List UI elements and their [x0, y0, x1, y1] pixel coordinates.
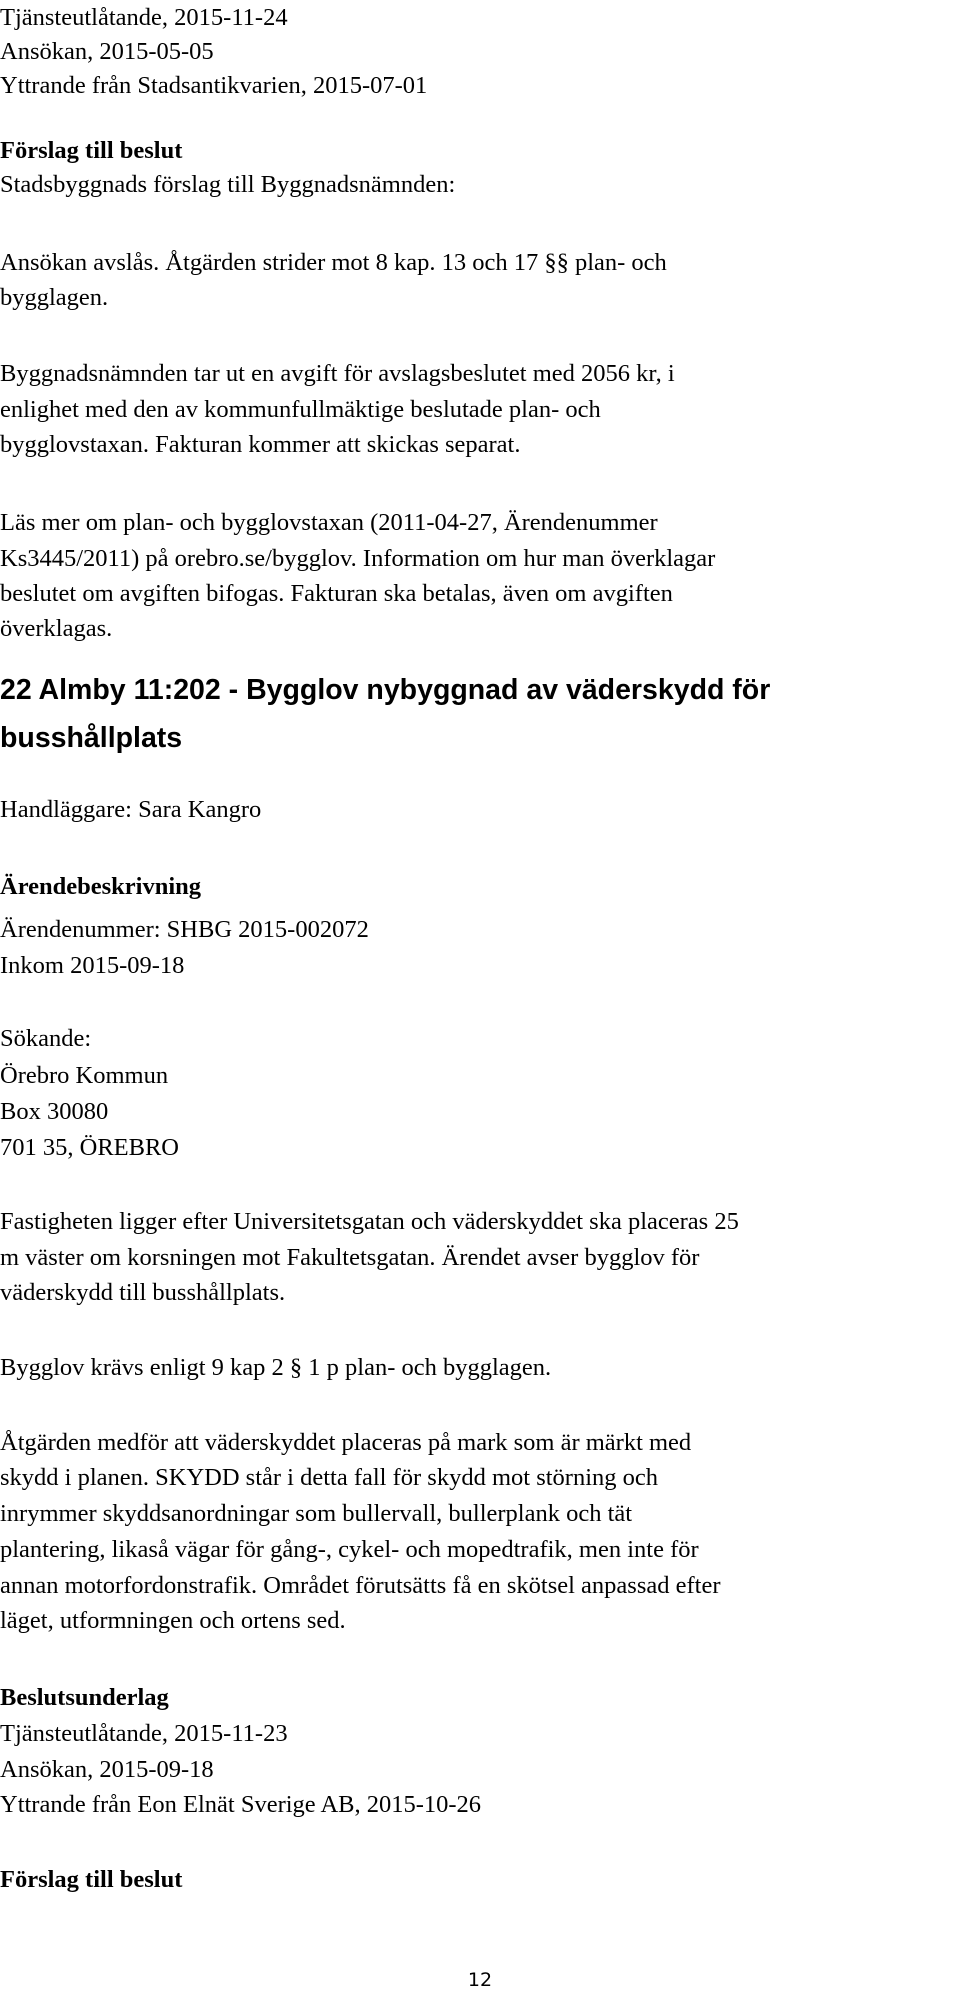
applicant-line: Örebro Kommun — [0, 1062, 169, 1089]
basis-item: Ansökan, 2015-05-05 — [0, 38, 214, 65]
applicant-label: Sökande: — [0, 1025, 92, 1052]
proposal-intro: Stadsbyggnads förslag till Byggnadsnämnden: — [0, 171, 456, 198]
proposal-heading: Förslag till beslut — [0, 1866, 183, 1893]
paragraph-line: skydd i planen. SKYDD står i detta fall för skydd mot störning och — [0, 1464, 659, 1491]
paragraph-line: annan motorfordonstrafik. Området förutsätts få en skötsel anpassad efter — [0, 1572, 721, 1599]
description-heading: Ärendebeskrivning — [0, 873, 202, 900]
basis-heading: Beslutsunderlag — [0, 1684, 169, 1711]
paragraph-line: Ansökan avslås. Åtgärden strider mot 8 kap. 13 och 17 §§ plan- och — [0, 249, 667, 276]
basis-item: Yttrande från Eon Elnät Sverige AB, 2015-10-26 — [0, 1791, 482, 1818]
case-handler: Handläggare: Sara Kangro — [0, 796, 262, 823]
paragraph-line: Byggnadsnämnden tar ut en avgift för avslagsbeslutet med 2056 kr, i — [0, 360, 675, 387]
paragraph-line: läget, utformningen och ortens sed. — [0, 1607, 346, 1634]
case-title: busshållplats — [0, 722, 183, 754]
case-number: Ärendenummer: SHBG 2015-002072 — [0, 916, 369, 943]
case-received: Inkom 2015-09-18 — [0, 952, 185, 979]
basis-item: Yttrande från Stadsantikvarien, 2015-07-01 — [0, 72, 428, 99]
paragraph-line: Ks3445/2011) på orebro.se/bygglov. Information om hur man överklagar — [0, 545, 716, 572]
proposal-heading: Förslag till beslut — [0, 137, 183, 164]
paragraph-line: överklagas. — [0, 615, 113, 642]
paragraph-line: Åtgärden medför att väderskyddet placeras på mark som är märkt med — [0, 1429, 692, 1456]
paragraph-line: Fastigheten ligger efter Universitetsgatan och väderskyddet ska placeras 25 — [0, 1208, 739, 1235]
basis-item: Tjänsteutlåtande, 2015-11-24 — [0, 4, 288, 31]
paragraph-line: enlighet med den av kommunfullmäktige beslutade plan- och — [0, 396, 601, 423]
applicant-line: Box 30080 — [0, 1098, 109, 1125]
paragraph-line: inrymmer skyddsanordningar som bullervall, bullerplank och tät — [0, 1500, 633, 1527]
page-number: 12 — [467, 1969, 493, 1991]
paragraph-line: väderskydd till busshållplats. — [0, 1279, 286, 1306]
paragraph-line: Bygglov krävs enligt 9 kap 2 § 1 p plan- och bygglagen. — [0, 1354, 552, 1381]
paragraph-line: plantering, likaså vägar för gång-, cykel- och mopedtrafik, men inte för — [0, 1536, 699, 1563]
paragraph-line: Läs mer om plan- och bygglovstaxan (2011-04-27, Ärendenummer — [0, 509, 658, 536]
paragraph-line: bygglagen. — [0, 284, 109, 311]
applicant-line: 701 35, ÖREBRO — [0, 1134, 180, 1161]
basis-item: Tjänsteutlåtande, 2015-11-23 — [0, 1720, 288, 1747]
paragraph-line: m väster om korsningen mot Fakultetsgatan. Ärendet avser bygglov för — [0, 1244, 700, 1271]
basis-item: Ansökan, 2015-09-18 — [0, 1756, 214, 1783]
case-title: 22 Almby 11:202 - Bygglov nybyggnad av väderskydd för — [0, 674, 771, 706]
paragraph-line: beslutet om avgiften bifogas. Fakturan ska betalas, även om avgiften — [0, 580, 673, 607]
paragraph-line: bygglovstaxan. Fakturan kommer att skickas separat. — [0, 431, 521, 458]
